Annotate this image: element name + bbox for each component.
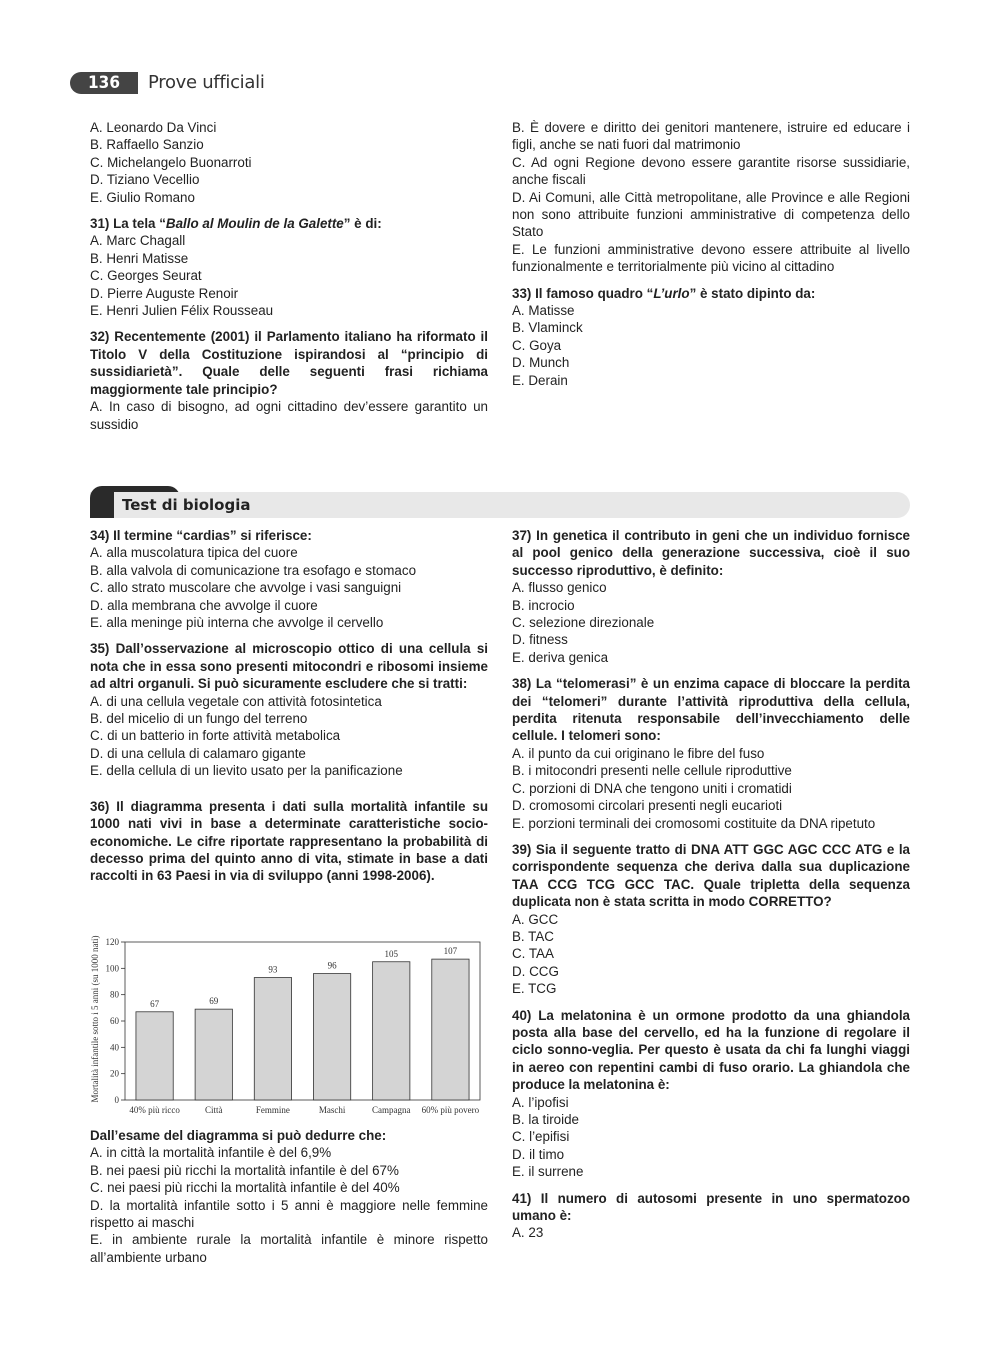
y-tick-label: 120 bbox=[105, 937, 119, 947]
y-tick-label: 100 bbox=[105, 963, 119, 974]
question-40: 40) La melatonina è un ormone prodotto da una ghiandola posta alla base del cervello, ed ha la funzione di regolare il ciclo sonno-veglia. Per questo è usata da chi fa lunghi viaggi in aereo con repentini cambi di fuso orario. La ghiandola che produce la melatonina è: bbox=[512, 1007, 910, 1093]
option: D. Ai Comuni, alle Città metropolitane, alle Province e alle Regioni non sono attribuite funzioni amministrative di competenza dello Stato bbox=[512, 189, 910, 240]
plot-frame bbox=[125, 942, 480, 1100]
y-tick-label: 40 bbox=[110, 1042, 119, 1053]
option: C. Ad ogni Regione devono essere garantite risorse sussidiarie, anche fiscali bbox=[512, 154, 910, 188]
option: B. Raffaello Sanzio bbox=[90, 137, 204, 153]
question-39: 39) Sia il seguente tratto di DNA ATT GGC AGC CCC ATG e la corrispondente sequenza che deriva dalla sua duplicazione TAA CCG TCG GCC TAC. Quale tripletta della sequenza duplicata non è stata scritta in modo CORRETTO? bbox=[512, 841, 910, 910]
x-tick-label: Femmine bbox=[255, 1105, 290, 1115]
option: B. del micelio di un fungo del terreno bbox=[90, 711, 308, 727]
option: C. Goya bbox=[512, 337, 562, 353]
option: C. porzioni di DNA che tengono uniti i cromatidi bbox=[512, 780, 792, 796]
option: B. i mitocondri presenti nelle cellule riproduttive bbox=[512, 763, 792, 779]
bar bbox=[136, 1012, 173, 1100]
section-title: Test di biologia bbox=[114, 492, 260, 518]
y-tick-label: 0 bbox=[114, 1095, 119, 1105]
option: E. Derain bbox=[512, 372, 568, 388]
option: B. TAC bbox=[512, 928, 554, 944]
option: D. Pierre Auguste Renoir bbox=[90, 285, 239, 301]
option: D. di una cellula di calamaro gigante bbox=[90, 745, 306, 761]
bar-value-label: 93 bbox=[268, 964, 278, 975]
option: D. il timo bbox=[512, 1146, 565, 1162]
option: A. di una cellula vegetale con attività fotosintetica bbox=[90, 693, 382, 709]
question-41: 41) Il numero di autosomi presente in uno spermatozoo umano è: bbox=[512, 1190, 910, 1224]
option: A. Leonardo Da Vinci bbox=[90, 120, 217, 135]
left-column-bottom bbox=[90, 527, 488, 885]
question-36: 36) Il diagramma presenta i dati sulla mortalità infantile su 1000 nati vivi in base a determinate caratteristiche socio-economiche. Le cifre riportate rappresentano la probabilità di decesso prima del quinto anno di vita, stimate in base a dati raccolti in 63 Paesi in via di sviluppo (anni 1998-2006). bbox=[90, 798, 488, 884]
right-column-top bbox=[512, 119, 910, 389]
x-tick-label: Maschi bbox=[318, 1105, 346, 1115]
bar-value-label: 107 bbox=[443, 946, 458, 957]
option: E. alla meninge più interna che avvolge il cervello bbox=[90, 615, 384, 631]
option: C. Michelangelo Buonarroti bbox=[90, 154, 252, 170]
option: C. selezione direzionale bbox=[512, 615, 655, 631]
option: E. porzioni terminali dei cromosomi costituite da DNA ripetuto bbox=[512, 815, 876, 831]
x-tick-label: Città bbox=[205, 1105, 223, 1115]
option: E. Giulio Romano bbox=[90, 189, 195, 205]
option: D. la mortalità infantile sotto i 5 anni è maggiore nelle femmine rispetto ai maschi bbox=[90, 1197, 488, 1231]
option: E. in ambiente rurale la mortalità infantile è minore rispetto all’ambiente urbano bbox=[90, 1232, 488, 1265]
option: A. GCC bbox=[512, 911, 559, 927]
y-axis-label: Mortalità infantile sotto i 5 anni (su 1000 nati) bbox=[90, 935, 100, 1103]
bar-value-label: 96 bbox=[327, 960, 337, 971]
option: B. incrocio bbox=[512, 597, 575, 613]
question-35: 35) Dall’osservazione al microscopio ottico di una cellula si nota che in essa sono presenti mitocondri e ribosomi insieme ad altri organuli. Si può sicuramente escludere che si tratti: bbox=[90, 641, 488, 692]
option: B. Vlaminck bbox=[512, 320, 583, 336]
option: B. Henri Matisse bbox=[90, 250, 189, 266]
question-33: 33) Il famoso quadro “L’urlo” è stato dipinto da: bbox=[512, 285, 816, 301]
option: E. Le funzioni amministrative devono essere attribuite al livello funzionalmente e territorialmente più vicino al cittadino bbox=[512, 241, 910, 275]
option: C. Georges Seurat bbox=[90, 268, 202, 284]
page-number: 136 bbox=[88, 73, 120, 93]
y-tick-label: 80 bbox=[110, 989, 119, 1000]
option: C. nei paesi più ricchi la mortalità infantile è del 40% bbox=[90, 1180, 400, 1196]
option: C. TAA bbox=[512, 946, 554, 962]
mortality-bar-chart bbox=[88, 930, 488, 1122]
bar bbox=[432, 959, 469, 1100]
option: E. il surrene bbox=[512, 1164, 584, 1180]
question-31: 31) La tela “Ballo al Moulin de la Galette” è di: bbox=[90, 216, 382, 232]
x-tick-label: 40% più ricco bbox=[129, 1105, 180, 1115]
right-column-bottom bbox=[512, 527, 910, 1242]
option: D. cromosomi circolari presenti negli eucarioti bbox=[512, 798, 783, 814]
bar-value-label: 67 bbox=[150, 998, 160, 1009]
option: B. È dovere e diritto dei genitori mantenere, istruire ed educare i figli, anche se nati fuori dal matrimonio bbox=[512, 120, 910, 153]
bar-value-label: 105 bbox=[384, 948, 398, 959]
y-tick-label: 20 bbox=[110, 1068, 119, 1079]
question-37: 37) In genetica il contributo in geni che un individuo fornisce al pool genico della generazione successiva, cioè il suo successo riproduttivo, è definito: bbox=[512, 528, 910, 578]
question-38: 38) La “telomerasi” è un enzima capace di bloccare la perdita dei “telomeri” durante l’attività riproduttiva della cellula, perdita ritenuta responsabile dell’invecchiamento delle cellule. I telomeri sono: bbox=[512, 676, 910, 744]
bar bbox=[373, 962, 410, 1100]
option: D. CCG bbox=[512, 963, 559, 979]
bar bbox=[254, 978, 291, 1100]
question-34: 34) Il termine “cardias” si riferisce: bbox=[90, 528, 312, 543]
x-tick-label: 60% più povero bbox=[421, 1105, 480, 1115]
option: D. alla membrana che avvolge il cuore bbox=[90, 597, 318, 613]
option: E. della cellula di un lievito usato per la panificazione bbox=[90, 763, 403, 779]
bar bbox=[195, 1009, 232, 1100]
option: B. nei paesi più ricchi la mortalità infantile è del 67% bbox=[90, 1162, 399, 1178]
left-column-bottom-2 bbox=[90, 1127, 488, 1266]
option: A. l’ipofisi bbox=[512, 1094, 569, 1110]
question-32: 32) Recentemente (2001) il Parlamento italiano ha riformato il Titolo V della Costituzione ispirandosi al “principio di sussidiarietà”. Quale delle seguenti frasi richiama maggiormente tale principio? bbox=[90, 329, 488, 397]
option: C. di un batterio in forte attività metabolica bbox=[90, 728, 341, 744]
option: A. 23 bbox=[512, 1225, 544, 1241]
option: C. allo strato muscolare che avvolge i vasi sanguigni bbox=[90, 580, 402, 596]
option: E. deriva genica bbox=[512, 649, 609, 665]
running-header-title: Prove ufficiali bbox=[148, 72, 265, 93]
option: A. in città la mortalità infantile è del 6,9% bbox=[90, 1145, 332, 1161]
option: A. alla muscolatura tipica del cuore bbox=[90, 545, 298, 561]
option: A. il punto da cui originano le fibre del fuso bbox=[512, 745, 765, 761]
x-tick-label: Campagna bbox=[372, 1105, 411, 1115]
option: D. Tiziano Vecellio bbox=[90, 172, 200, 188]
option: E. TCG bbox=[512, 981, 557, 997]
option: A. flusso genico bbox=[512, 580, 607, 596]
option: E. Henri Julien Félix Rousseau bbox=[90, 303, 274, 319]
option: D. Munch bbox=[512, 355, 570, 371]
option: A. Marc Chagall bbox=[90, 233, 186, 249]
option: C. l’epifisi bbox=[512, 1129, 570, 1145]
bar-value-label: 69 bbox=[209, 996, 219, 1007]
option: A. In caso di bisogno, ad ogni cittadino dev’essere garantito un sussidio bbox=[90, 399, 488, 432]
option: B. la tiroide bbox=[512, 1112, 579, 1127]
option: D. fitness bbox=[512, 632, 568, 648]
option: A. Matisse bbox=[512, 303, 575, 319]
question-36-sub: Dall’esame del diagramma si può dedurre che: bbox=[90, 1128, 387, 1143]
bar bbox=[313, 974, 350, 1100]
options-30 bbox=[90, 119, 488, 206]
left-column-top bbox=[90, 119, 488, 433]
y-tick-label: 60 bbox=[110, 1016, 119, 1026]
option: B. alla valvola di comunicazione tra esofago e stomaco bbox=[90, 562, 417, 578]
